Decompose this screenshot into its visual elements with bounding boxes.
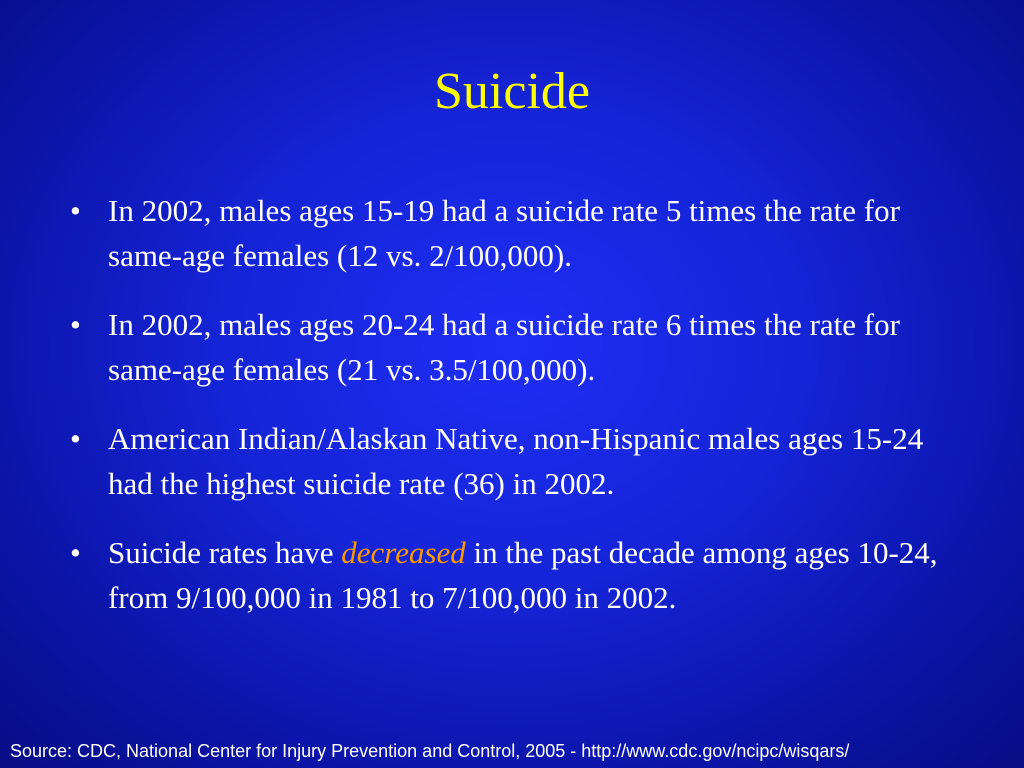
source-citation: Source: CDC, National Center for Injury Prevention and Control, 2005 - http://www.cdc.gov/ncipc/wisqars/	[10, 741, 850, 761]
slide-title: Suicide	[434, 63, 590, 120]
bullet-item	[70, 416, 960, 506]
bullet-text: In 2002, males ages 15-19 had a suicide rate 5 times the rate for same-age females (12 vs. 2/100,000).	[108, 193, 900, 273]
emphasized-word: decreased	[341, 535, 466, 570]
bullet-marker: •	[70, 535, 81, 570]
bullet-marker: •	[70, 421, 81, 456]
bullet-marker: •	[70, 193, 81, 228]
bullet-marker: •	[70, 307, 81, 342]
bullet-item	[70, 530, 960, 620]
bullet-text-before: Suicide rates have	[108, 535, 342, 570]
bullet-text: American Indian/Alaskan Native, non-Hispanic males ages 15-24 had the highest suicide rate (36) in 2002.	[108, 421, 924, 501]
bullet-text-after: in the past decade among ages 10-24, from 9/100,000 in 1981 to 7/100,000 in 2002.	[108, 535, 938, 615]
bullet-list	[70, 188, 960, 644]
bullet-item	[70, 302, 960, 392]
bullet-text: In 2002, males ages 20-24 had a suicide rate 6 times the rate for same-age females (21 vs. 3.5/100,000).	[108, 307, 900, 387]
bullet-text	[108, 535, 938, 615]
bullet-item	[70, 188, 960, 278]
